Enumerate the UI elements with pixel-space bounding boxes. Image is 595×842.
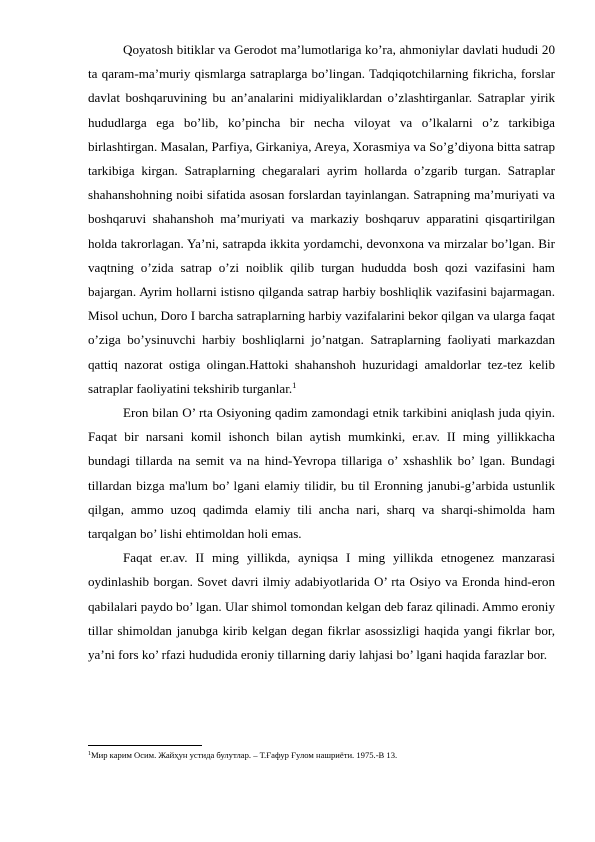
paragraph-1: [88, 38, 555, 401]
paragraph-3-text: Faqat er.av. II ming yillikda, ayniqsa I ming yillikda etnogenez manzarasi oydinlashib borgan. Sovet davri ilmiy adabiyotlarida O’ rta Osiyo va Eronda hind-eron qabilalari paydo bo’ lgan. Ular shimol tomondan kelgan deb faraz qilinadi. Ammo eroniy tillar shimoldan janubga kirib kelgan degan fikrlar asossizligi haqida yangi fikrlar bor, ya’ni fors ko’ rfazi hududida eroniy tillarning dariy lahjasi bo’ lgani haqida farazlar bor.: [88, 550, 555, 663]
paragraph-3: [88, 546, 555, 667]
paragraph-2: [88, 401, 555, 546]
footnote-marker: 1: [88, 751, 91, 757]
page-body: [88, 38, 555, 667]
footnote-reference[interactable]: 1: [292, 379, 297, 390]
footnote-text: Мир карим Осим. Жайҳун устида булутлар. – Т.Ғафур Ғулом нашриёти. 1975.-В 13.: [91, 750, 398, 760]
paragraph-2-text: Eron bilan O’ rta Osiyoning qadim zamondagi etnik tarkibini aniqlash juda qiyin. Faqat bir narsani komil ishonch bilan aytish mumkinki, er.av. II ming yillikkacha bundagi tillarda na semit va na hind-Yevropa tillariga o’ xshashlik bo’ lgan. Bundagi tillardan bizga ma'lum bo’ lgani elamiy tilidir, bu til Eronning janubi-g’arbida ustunlik qilgan, ammo uzoq qadimda elamiy tili ancha nari, sharq va sharqi-shimolda ham tarqalgan bo’ lishi ehtimoldan holi emas.: [88, 405, 555, 542]
footnote: [88, 750, 555, 761]
paragraph-1-text: Qoyatosh bitiklar va Gerodot ma’lumotlariga ko’ra, ahmoniylar davlati hududi 20 ta qaram-ma’muriy qismlarga satraplarga bo’lingan. Tadqiqotchilarning fikricha, forslar davlat boshqaruvining bu an’analarini midiyaliklardan o’zlashtirganlar. Satraplar yirik hududlarga ega bo’lib, ko’pincha bir necha viloyat va o’lkalarni o’z tarkibiga birlashtirgan. Masalan, Parfiya, Girkaniya, Areya, Xorasmiya va So’g’diyona bitta satrap tarkibiga kirgan. Satraplarning chegaralari ayrim hollarda o’zgarib turgan. Satraplar shahanshohning noibi sifatida asosan forslardan tayinlangan. Satrapning ma’muriyati va boshqaruvi shahanshoh ma’muriyati va markaziy boshqaruv apparatini qisqartirilgan holda takrorlagan. Ya’ni, satrapda ikkita yordamchi, devonxona va mirzalar bo’lgan. Bir vaqtning o’zida satrap o’zi noiblik qilib turgan hududda bosh qozi vazifasini ham bajargan. Ayrim hollarni istisno qilganda satrap harbiy boshliqlik vazifasini bajarmagan. Misol uchun, Doro I barcha satraplarning harbiy vazifalarini bekor qilgan va ularga faqat o’ziga bo’ysinuvchi harbiy boshliqlarni jo’natgan. Satraplarning faoliyati markazdan qattiq nazorat ostiga olingan.Hattoki shahanshoh huzuridagi amaldorlar tez-tez kelib satraplar faoliyatini tekshirib turganlar.: [88, 42, 555, 396]
footnote-separator: [88, 745, 202, 746]
